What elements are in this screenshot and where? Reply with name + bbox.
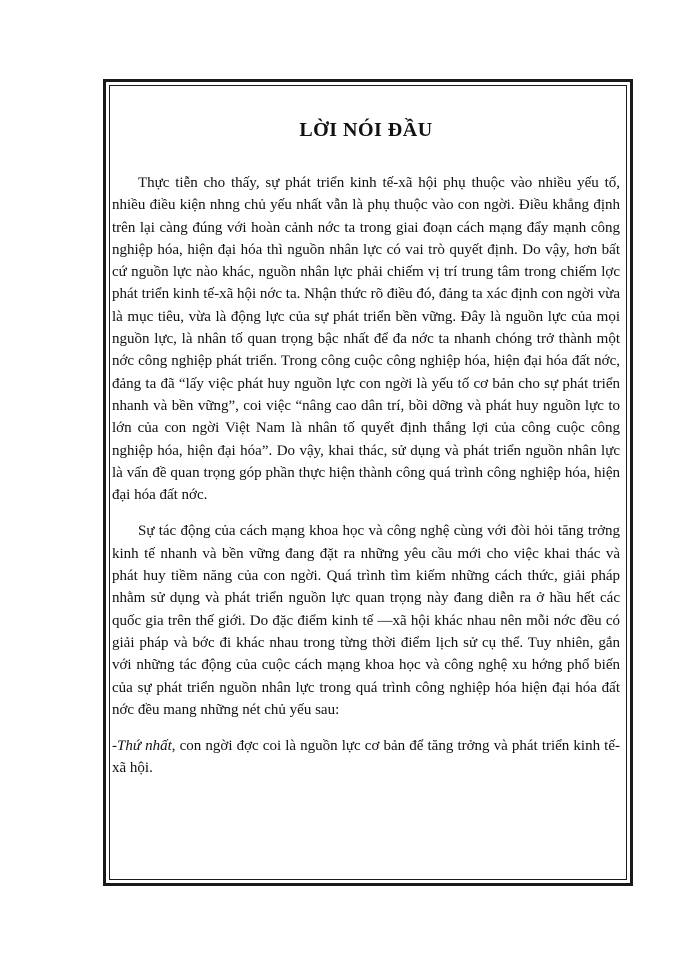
page-title: LỜI NÓI ĐẦU bbox=[299, 119, 433, 141]
list-item-text: , con ngời đợc coi là nguồn lực cơ bản để tăng trởng và phát triển kinh tế-xã hội. bbox=[112, 738, 620, 777]
document-body bbox=[112, 80, 620, 780]
list-item-lead: -Thứ nhất bbox=[112, 738, 172, 755]
list-item-first bbox=[112, 735, 620, 780]
paragraph-1: Thực tiễn cho thấy, sự phát triển kinh tế-xã hội phụ thuộc vào nhiều yếu tố, nhiều điều kiện nhng chủ yếu nhất vẫn là phụ thuộc vào con ngời. Điều khẳng định trên lại càng đúng với hoàn cảnh nớc ta trong giai đoạn cách mạng đẩy mạnh công nghiệp hóa, hiện đại hóa thì nguồn nhân lực có vai trò quyết định. Do vậy, hơn bất cứ nguồn lực nào khác, nguồn nhân lực phải chiếm vị trí trung tâm trong chiếm lợc phát triển kinh tế-xã hội nớc ta. Nhận thức rõ điều đó, đảng ta xác định con ngời vừa là mục tiêu, vừa là động lực của sự phát triển bền vững. Đây là nguồn lực của mọi nguồn lực, là nhân tố quan trọng bậc nhất để đa nớc ta nhanh chóng trở thành một nớc công nghiệp phát triển. Trong công cuộc công nghiệp hóa, hiện đại hóa đất nớc, đảng ta đã “lấy việc phát huy nguồn lực con ngời là yếu tố cơ bản cho sự phát triển nhanh và bền vững”, coi việc “nâng cao dân trí, bồi dỡng và phát huy nguồn lực to lớn của con ngời Việt Nam là nhân tố quyết định thắng lợi của công cuộc công nghiệp hóa, hiện đại hóa”. Do vậy, khai thác, sử dụng và phát triển nguồn nhân lực là vấn đề quan trọng góp phần thực hiện thành công quá trình công nghiệp hóa, hiện đại hóa đất nớc. bbox=[112, 175, 620, 504]
paragraph-2: Sự tác động của cách mạng khoa học và công nghệ cùng với đòi hỏi tăng trởng kinh tế nhanh và bền vững đang đặt ra những yêu cầu mới cho việc khai thác và phát huy tiềm năng của con ngời. Quá trình tìm kiếm những cách thức, giải pháp nhằm sử dụng và phát triển nguồn lực quan trọng này đang diễn ra ở hầu hết các quốc gia trên thế giới. Do đặc điểm kinh tế —xã hội khác nhau nên mỗi nớc đều có giải pháp và bớc đi khác nhau trong từng thời điểm lịch sử cụ thể. Tuy nhiên, gắn với những tác động của cuộc cách mạng khoa học và công nghệ xu hớng phổ biến của sự phát triển nguồn nhân lực trong quá trình công nghiệp hóa hiện đại hóa đất nớc đều mang những nét chủ yếu sau: bbox=[112, 523, 620, 718]
